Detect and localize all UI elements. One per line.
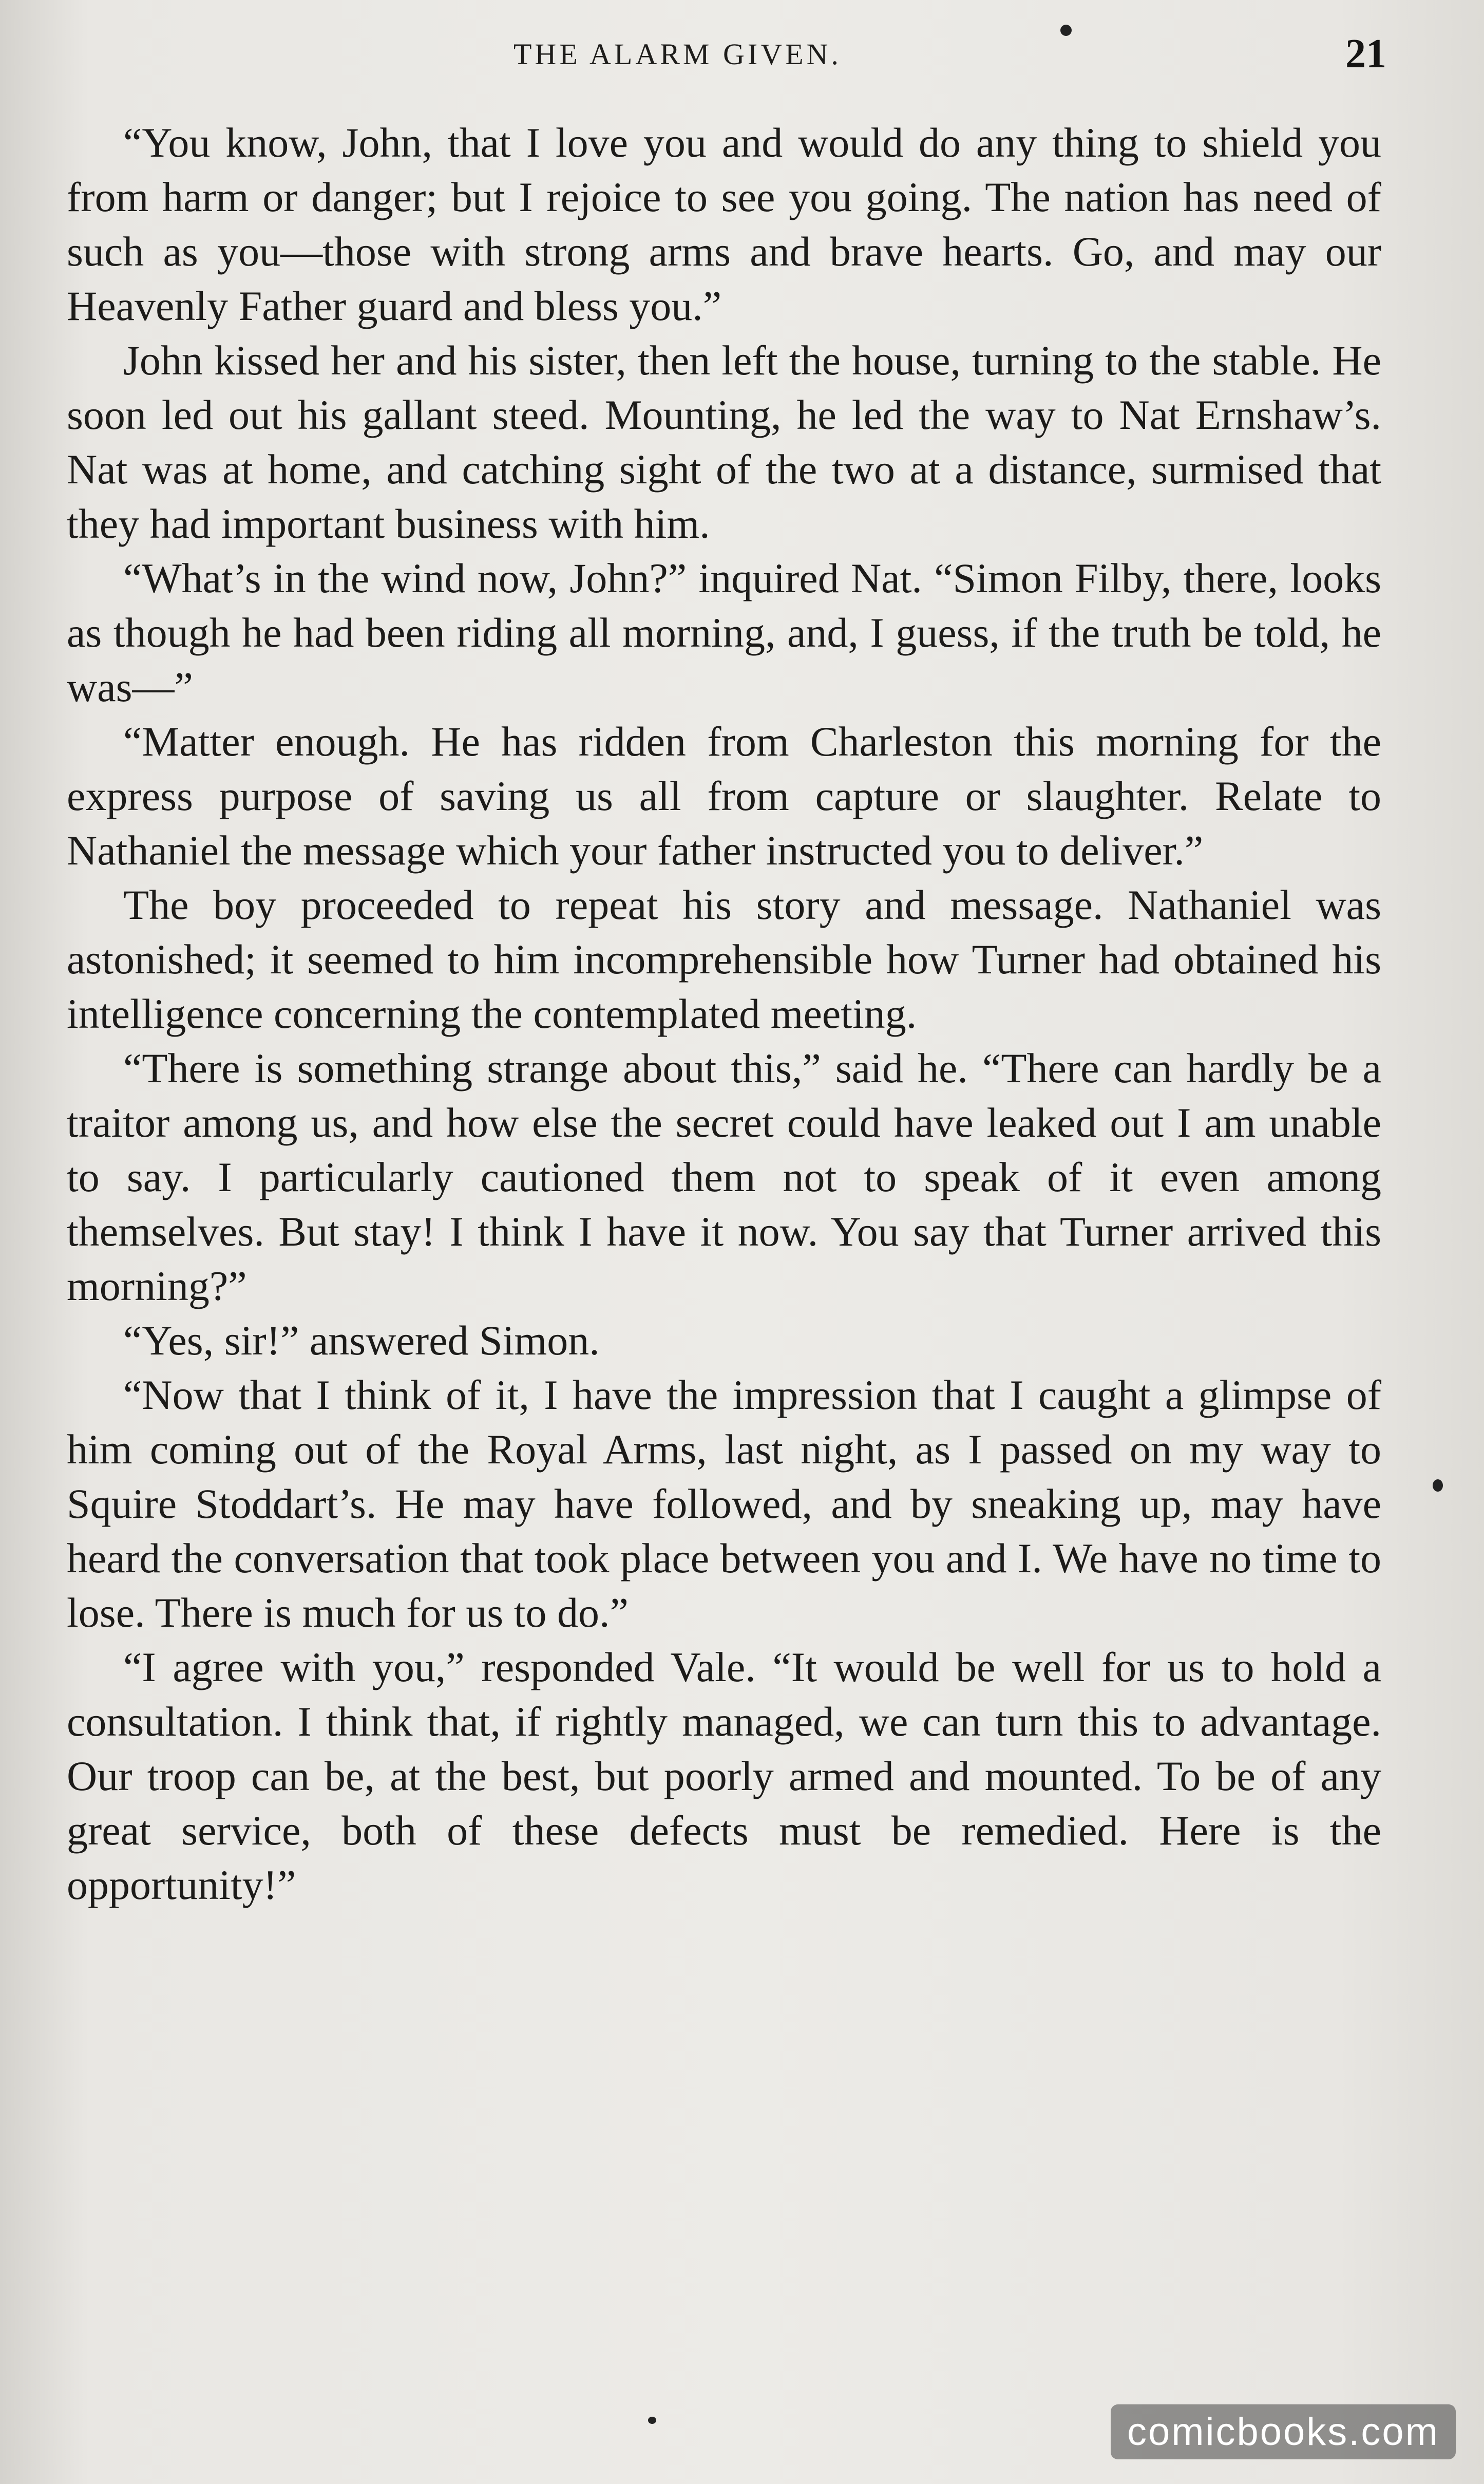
paragraph: John kissed her and his sister, then left the house, turning to the stable. He soon led out his gallant steed. Mounting, he led the way to Nat Ernshaw’s. Nat was at home, and catching sight of the two at a distance, surmised that they had important business with him. (67, 337, 1381, 547)
paragraph: “Yes, sir!” answered Simon. (123, 1317, 600, 1364)
paragraph: “You know, John, that I love you and would do any thing to shield you from harm or danger; but I rejoice to see you going. The nation has need of such as you—those with strong arms and brave hearts. Go, and may our Heavenly Father guard and bless you.” (67, 119, 1381, 329)
paragraph: “There is something strange about this,” said he. “There can hardly be a traitor among us, and how else the secret could have leaked out I am unable to say. I particularly cautioned them not to speak of it even among themselves. But stay! I think I have it now. You say that Turner arrived this morning?” (67, 1045, 1381, 1309)
site-watermark: comicbooks.com (1111, 2404, 1456, 2459)
paragraph: “Now that I think of it, I have the impression that I caught a glimpse of him coming out of the Royal Arms, last night, as I passed on my way to Squire Stoddart’s. He may have followed, and by sneaking up, may have heard the conversation that took place between you and I. We have no time to lose. There is much for us to do.” (67, 1371, 1381, 1636)
paragraph: “Matter enough. He has ridden from Charleston this morning for the express purpose of saving us all from capture or slaughter. Relate to Nathaniel the message which your father instructed you to deliver.” (67, 718, 1381, 874)
paragraph: The boy proceeded to repeat his story and message. Nathaniel was astonished; it seemed to him incomprehensible how Turner had obtained his intelligence concerning the contemplated meeting. (67, 881, 1381, 1037)
paragraph: “What’s in the wind now, John?” inquired Nat. “Simon Filby, there, looks as though he had been riding all morning, and, I guess, if the truth be told, he was—” (67, 555, 1381, 710)
ink-speck (648, 2417, 656, 2424)
body-text (67, 116, 1381, 1912)
running-title: THE ALARM GIVEN. (513, 37, 842, 71)
ink-speck (1433, 1479, 1443, 1492)
page-header (513, 31, 1386, 87)
ink-speck (1060, 25, 1072, 36)
paragraph: “I agree with you,” responded Vale. “It would be well for us to hold a consultation. I think that, if rightly managed, we can turn this to advantage. Our troop can be, at the best, but poorly armed and mounted. To be of any great service, both of these defects must be remedied. Here is the opportunity!” (67, 1644, 1381, 1908)
page-number: 21 (1345, 31, 1386, 77)
